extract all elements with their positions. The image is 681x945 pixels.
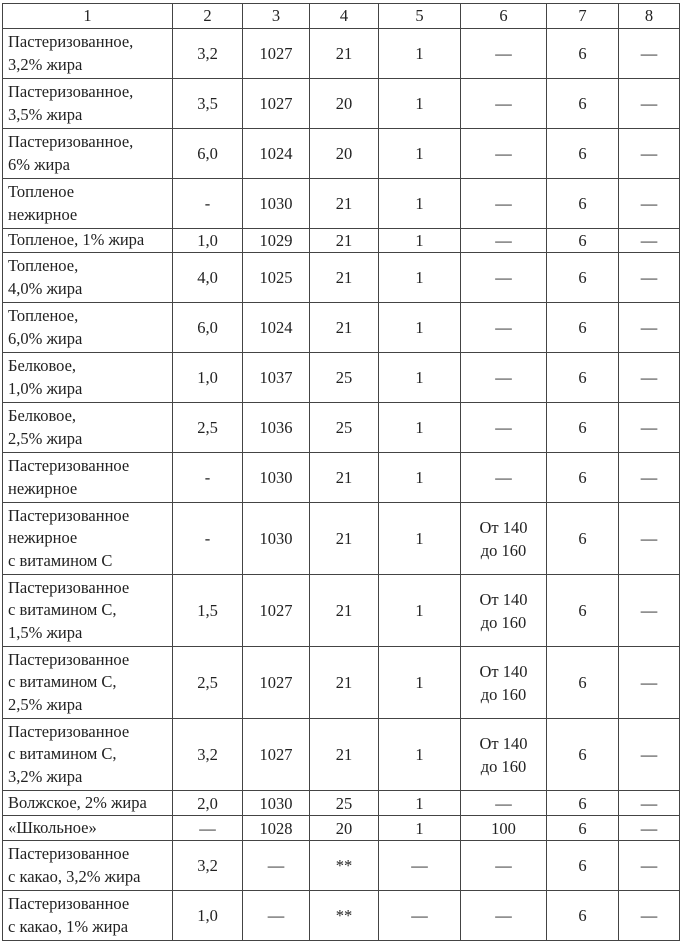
value-cell: 2,5 [173, 647, 243, 719]
value-cell: 6 [547, 816, 619, 841]
value-cell: — [619, 791, 680, 816]
value-cell: 6 [547, 129, 619, 179]
product-name-cell: «Школьное» [3, 816, 173, 841]
value-cell: От 140 до 160 [461, 575, 547, 647]
table-row [3, 891, 680, 941]
product-name-cell: Пастеризованное нежирное [3, 453, 173, 503]
value-cell: 1 [379, 179, 461, 229]
table-row [3, 129, 680, 179]
value-cell: 25 [310, 403, 379, 453]
value-cell: 21 [310, 29, 379, 79]
value-cell: — [379, 891, 461, 941]
value-cell: 1028 [243, 816, 310, 841]
value-cell: 3,2 [173, 841, 243, 891]
value-cell: 1 [379, 253, 461, 303]
value-cell: 1,0 [173, 353, 243, 403]
col-header: 5 [379, 4, 461, 29]
value-cell: 6 [547, 353, 619, 403]
product-name-cell: Пастеризованное с витамином С, 1,5% жира [3, 575, 173, 647]
value-cell: 6,0 [173, 303, 243, 353]
value-cell: 1037 [243, 353, 310, 403]
value-cell: 1027 [243, 29, 310, 79]
value-cell: — [619, 303, 680, 353]
value-cell: 20 [310, 79, 379, 129]
value-cell: 6 [547, 229, 619, 253]
table-row [3, 647, 680, 719]
value-cell: 21 [310, 453, 379, 503]
product-name-cell: Пастеризованное, 3,5% жира [3, 79, 173, 129]
value-cell: 1 [379, 129, 461, 179]
value-cell: 2,0 [173, 791, 243, 816]
value-cell: 6 [547, 891, 619, 941]
table-row [3, 719, 680, 791]
value-cell: 1,0 [173, 891, 243, 941]
table-row [3, 79, 680, 129]
value-cell: 21 [310, 179, 379, 229]
value-cell: 6 [547, 403, 619, 453]
value-cell: 1027 [243, 647, 310, 719]
product-name-cell: Пастеризованное с какао, 1% жира [3, 891, 173, 941]
value-cell: 1024 [243, 129, 310, 179]
product-name-cell: Пастеризованное с витамином С, 3,2% жира [3, 719, 173, 791]
value-cell: 1027 [243, 575, 310, 647]
value-cell: — [461, 841, 547, 891]
col-header: 3 [243, 4, 310, 29]
value-cell: - [173, 503, 243, 575]
value-cell: — [379, 841, 461, 891]
value-cell: - [173, 453, 243, 503]
value-cell: 1030 [243, 791, 310, 816]
value-cell: 6 [547, 29, 619, 79]
value-cell: 21 [310, 575, 379, 647]
value-cell: — [461, 891, 547, 941]
value-cell: 1 [379, 229, 461, 253]
value-cell: 21 [310, 503, 379, 575]
value-cell: — [243, 891, 310, 941]
col-header: 6 [461, 4, 547, 29]
table-row [3, 816, 680, 841]
table-body [3, 29, 680, 941]
value-cell: - [173, 179, 243, 229]
value-cell: 1027 [243, 79, 310, 129]
value-cell: 21 [310, 647, 379, 719]
value-cell: — [461, 79, 547, 129]
value-cell: 1 [379, 79, 461, 129]
table-row [3, 841, 680, 891]
value-cell: 20 [310, 816, 379, 841]
product-name-cell: Топленое, 1% жира [3, 229, 173, 253]
value-cell: 1030 [243, 453, 310, 503]
col-header: 2 [173, 4, 243, 29]
value-cell: — [619, 575, 680, 647]
value-cell: — [461, 303, 547, 353]
value-cell: 1 [379, 791, 461, 816]
value-cell: 100 [461, 816, 547, 841]
value-cell: — [461, 403, 547, 453]
value-cell: — [619, 29, 680, 79]
value-cell: — [461, 179, 547, 229]
value-cell: ** [310, 891, 379, 941]
value-cell: — [619, 353, 680, 403]
value-cell: — [461, 129, 547, 179]
table-row [3, 503, 680, 575]
value-cell: — [461, 453, 547, 503]
value-cell: 6 [547, 647, 619, 719]
value-cell: 1 [379, 719, 461, 791]
value-cell: 1 [379, 403, 461, 453]
value-cell: — [619, 503, 680, 575]
value-cell: — [619, 816, 680, 841]
value-cell: — [619, 129, 680, 179]
value-cell: — [619, 841, 680, 891]
table-row [3, 303, 680, 353]
value-cell: 6 [547, 719, 619, 791]
value-cell: 6 [547, 253, 619, 303]
value-cell: 3,2 [173, 719, 243, 791]
value-cell: — [619, 403, 680, 453]
value-cell: 25 [310, 353, 379, 403]
product-name-cell: Топленое, 4,0% жира [3, 253, 173, 303]
value-cell: 3,2 [173, 29, 243, 79]
milk-properties-table [2, 3, 680, 941]
product-name-cell: Волжское, 2% жира [3, 791, 173, 816]
col-header: 1 [3, 4, 173, 29]
product-name-cell: Пастеризованное с витамином С, 2,5% жира [3, 647, 173, 719]
value-cell: — [461, 29, 547, 79]
value-cell: 1 [379, 647, 461, 719]
value-cell: 21 [310, 303, 379, 353]
value-cell: 1 [379, 353, 461, 403]
col-header: 8 [619, 4, 680, 29]
value-cell: 6 [547, 503, 619, 575]
value-cell: 1,5 [173, 575, 243, 647]
header-row [3, 4, 680, 29]
value-cell: 6 [547, 575, 619, 647]
value-cell: 4,0 [173, 253, 243, 303]
table-row [3, 29, 680, 79]
value-cell: 1027 [243, 719, 310, 791]
product-name-cell: Топленое нежирное [3, 179, 173, 229]
value-cell: 1 [379, 453, 461, 503]
product-name-cell: Пастеризованное с какао, 3,2% жира [3, 841, 173, 891]
value-cell: 1 [379, 575, 461, 647]
value-cell: 6 [547, 179, 619, 229]
table-row [3, 353, 680, 403]
value-cell: От 140 до 160 [461, 647, 547, 719]
value-cell: 6 [547, 841, 619, 891]
value-cell: 1025 [243, 253, 310, 303]
value-cell: 6 [547, 79, 619, 129]
value-cell: 1 [379, 816, 461, 841]
value-cell: От 140 до 160 [461, 503, 547, 575]
value-cell: 1029 [243, 229, 310, 253]
value-cell: — [619, 229, 680, 253]
value-cell: 3,5 [173, 79, 243, 129]
value-cell: 1036 [243, 403, 310, 453]
value-cell: 25 [310, 791, 379, 816]
product-name-cell: Пастеризованное, 6% жира [3, 129, 173, 179]
table-row [3, 403, 680, 453]
value-cell: 1 [379, 29, 461, 79]
value-cell: 21 [310, 719, 379, 791]
product-name-cell: Пастеризованное нежирное с витамином С [3, 503, 173, 575]
value-cell: — [461, 353, 547, 403]
table-row [3, 791, 680, 816]
value-cell: 21 [310, 229, 379, 253]
value-cell: — [461, 253, 547, 303]
value-cell: — [173, 816, 243, 841]
value-cell: 1024 [243, 303, 310, 353]
value-cell: 2,5 [173, 403, 243, 453]
value-cell: ** [310, 841, 379, 891]
value-cell: — [461, 229, 547, 253]
value-cell: 6 [547, 791, 619, 816]
table-row [3, 453, 680, 503]
value-cell: 6,0 [173, 129, 243, 179]
value-cell: — [619, 719, 680, 791]
table-row [3, 179, 680, 229]
value-cell: 1030 [243, 179, 310, 229]
value-cell: — [619, 453, 680, 503]
value-cell: — [461, 791, 547, 816]
product-name-cell: Пастеризованное, 3,2% жира [3, 29, 173, 79]
value-cell: 1 [379, 503, 461, 575]
value-cell: От 140 до 160 [461, 719, 547, 791]
value-cell: — [619, 891, 680, 941]
col-header: 4 [310, 4, 379, 29]
product-name-cell: Топленое, 6,0% жира [3, 303, 173, 353]
value-cell: — [243, 841, 310, 891]
value-cell: 1,0 [173, 229, 243, 253]
value-cell: — [619, 179, 680, 229]
product-name-cell: Белковое, 2,5% жира [3, 403, 173, 453]
value-cell: 1 [379, 303, 461, 353]
value-cell: — [619, 79, 680, 129]
value-cell: 21 [310, 253, 379, 303]
value-cell: — [619, 253, 680, 303]
value-cell: 6 [547, 453, 619, 503]
value-cell: 6 [547, 303, 619, 353]
value-cell: 1030 [243, 503, 310, 575]
table-row [3, 575, 680, 647]
table-row [3, 229, 680, 253]
value-cell: 20 [310, 129, 379, 179]
table-row [3, 253, 680, 303]
value-cell: — [619, 647, 680, 719]
product-name-cell: Белковое, 1,0% жира [3, 353, 173, 403]
col-header: 7 [547, 4, 619, 29]
